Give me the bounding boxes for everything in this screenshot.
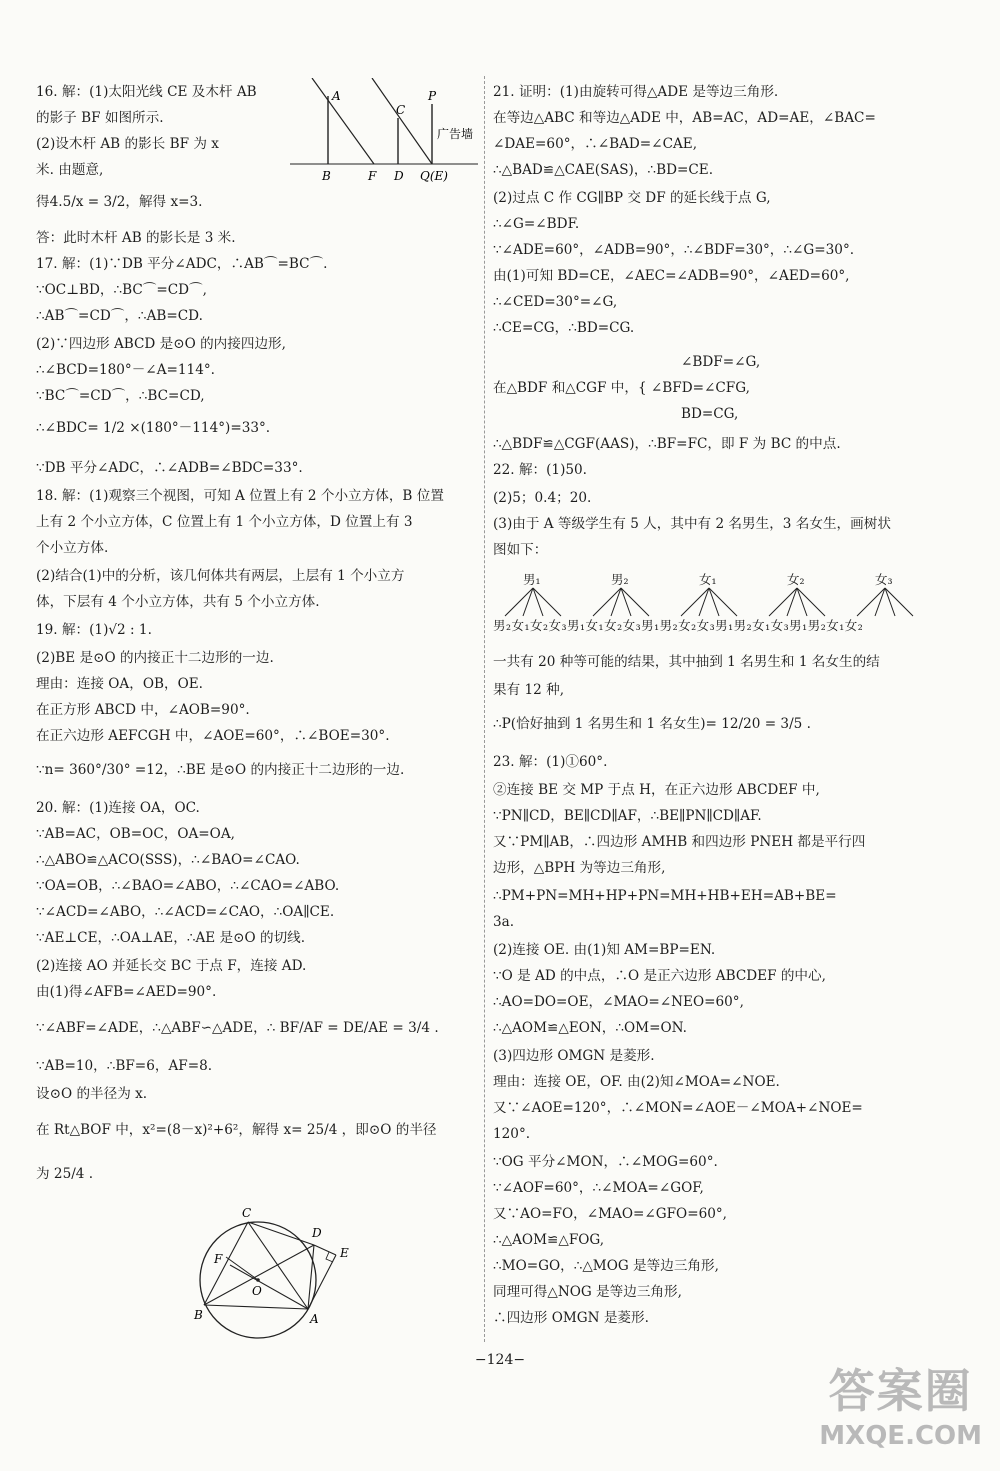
fig16-label-a: A: [332, 89, 341, 103]
right-line: ∵O 是 AD 的中点，∴O 是正六边形 ABCDEF 的中心,: [493, 968, 826, 984]
left-line: ∵AE⊥CE，∴OA⊥AE，∴AE 是⊙O 的切线.: [36, 930, 306, 946]
right-line: (3)四边形 OMGN 是菱形.: [493, 1048, 655, 1064]
left-line: 个小立方体.: [36, 540, 109, 556]
left-line: 上有 2 个小立方体，C 位置上有 1 个小立方体，D 位置上有 3: [36, 514, 413, 530]
watermark: [819, 1355, 982, 1451]
right-line: (2)过点 C 作 CG∥BP 交 DF 的延长线于点 G,: [493, 190, 771, 206]
right-line: (2)连接 OE. 由(1)知 AM=BP=EN.: [493, 942, 716, 958]
left-line: 18. 解：(1)观察三个视图，可知 A 位置上有 2 个小立方体，B 位置: [36, 488, 444, 504]
right-line: ∵PN∥CD，BE∥CD∥AF，∴BE∥PN∥CD∥AF.: [493, 808, 762, 824]
right-line: 图如下：: [493, 542, 548, 558]
right-line: 22. 解：(1)50.: [493, 462, 588, 478]
left-line: ∴∠BCD=180°－∠A=114°.: [36, 362, 215, 378]
right-line: 在等边△ABC 和等边△ADE 中，AB=AC，AD=AE，∠BAC=: [493, 110, 876, 126]
right-line: ∴MO=GO，∴△MOG 是等边三角形,: [493, 1258, 719, 1274]
fig16-wall-label: 广告墙: [437, 127, 474, 141]
left-line: 在正方形 ABCD 中，∠AOB=90°.: [36, 702, 250, 718]
fig16-label-c: C: [396, 103, 406, 117]
right-line: 又∵AO=FO，∠MAO=∠GFO=60°,: [493, 1206, 728, 1222]
right-line: 边形，△BPH 为等边三角形,: [493, 860, 666, 876]
left-line: ∵OA=OB，∴∠BAO=∠ABO，∴∠CAO=∠ABO.: [36, 878, 340, 894]
right-line: ∴∠G=∠BDF.: [493, 216, 580, 232]
left-line: ∵BC⌒=CD⌒，∴BC=CD,: [36, 388, 205, 404]
fig20-label-a: A: [310, 1312, 319, 1326]
right-line: 由(1)可知 BD=CE，∠AEC=∠ADB=90°，∠AED=60°,: [493, 268, 850, 284]
left-line: 为 25/4 .: [36, 1166, 94, 1182]
right-line: ∵∠ADE=60°，∠ADB=90°，∴∠BDF=30°，∴∠G=30°.: [493, 242, 855, 258]
fig20-label-d: D: [312, 1226, 322, 1240]
tree-root-1: 男₁: [523, 572, 541, 587]
left-line: (2)结合(1)中的分析，该几何体共有两层，上层有 1 个小立方: [36, 568, 405, 584]
left-line: ∵∠ACD=∠ABO，∴∠ACD=∠CAO，∴OA∥CE.: [36, 904, 335, 920]
right-line: ∴四边形 OMGN 是菱形.: [493, 1310, 649, 1326]
right-line: 又∵∠AOE=120°，∴∠MON=∠AOE－∠MOA+∠NOE=: [493, 1100, 863, 1116]
tree-root-4: 女₂: [787, 572, 805, 587]
left-line: 16. 解：(1)太阳光线 CE 及木杆 AB: [36, 84, 257, 100]
right-line: 在△BDF 和△CGF 中，{ ∠BFD=∠CFG,: [493, 380, 750, 396]
left-line: ∴△ABO≌△ACO(SSS)，∴∠BAO=∠CAO.: [36, 852, 300, 868]
fig20-label-c: C: [242, 1206, 252, 1220]
right-line: 23. 解：(1)①60°.: [493, 754, 608, 770]
tree-diagram: [493, 574, 933, 634]
left-line: ∴∠BDC= 1/2 ×(180°－114°)=33°.: [36, 420, 271, 436]
left-line: 米. 由题意,: [36, 162, 104, 178]
right-line: ∴△AOM≌△EON，∴OM=ON.: [493, 1020, 687, 1036]
right-line: ∴P(恰好抽到 1 名男生和 1 名女生)= 12/20 = 3/5 .: [493, 716, 811, 732]
figure-circle-diagram: [190, 1205, 360, 1345]
right-line: BD=CG,: [681, 406, 739, 422]
left-line: 在 Rt△BOF 中，x²=(8－x)²+6²，解得 x= 25/4 ，即⊙O 的半径: [36, 1122, 437, 1138]
right-line: ∴△BAD≌△CAE(SAS)，∴BD=CE.: [493, 162, 714, 178]
right-line: 又∵PM∥AB，∴四边形 AMHB 和四边形 PNEH 都是平行四: [493, 834, 866, 850]
left-line: 在正六边形 AEFCGH 中，∠AOE=60°，∴∠BOE=30°.: [36, 728, 390, 744]
right-line: 3a.: [493, 914, 515, 930]
right-line: ∵OG 平分∠MON，∴∠MOG=60°.: [493, 1154, 718, 1170]
left-line: 得4.5/x = 3/2，解得 x=3.: [36, 194, 203, 210]
left-line: 20. 解：(1)连接 OA，OC.: [36, 800, 200, 816]
fig20-label-f: F: [214, 1252, 223, 1266]
right-line: ∴△AOM≌△FOG,: [493, 1232, 605, 1248]
left-line: (2)设木杆 AB 的影长 BF 为 x: [36, 136, 219, 152]
left-line: ∵AB=AC，OB=OC，OA=OA,: [36, 826, 235, 842]
right-line: ∵∠AOF=60°，∴∠MOA=∠GOF,: [493, 1180, 704, 1196]
column-divider: [484, 76, 485, 1342]
fig20-label-e: E: [340, 1246, 349, 1260]
left-line: ∵AB=10，∴BF=6，AF=8.: [36, 1058, 213, 1074]
tree-root-5: 女₃: [875, 572, 893, 587]
fig16-label-d: D: [394, 169, 404, 183]
fig16-label-q: Q(E): [420, 169, 448, 183]
right-line: (3)由于 A 等级学生有 5 人，其中有 2 名男生，3 名女生，画树状: [493, 516, 891, 532]
right-line: 120°.: [493, 1126, 531, 1142]
right-line: 21. 证明：(1)由旋转可得△ADE 是等边三角形.: [493, 84, 779, 100]
left-line: 体，下层有 4 个小立方体，共有 5 个小立方体.: [36, 594, 320, 610]
right-line: ∴AO=DO=OE，∠MAO=∠NEO=60°,: [493, 994, 744, 1010]
left-line: 理由：连接 OA，OB，OE.: [36, 676, 203, 692]
left-line: 设⊙O 的半径为 x.: [36, 1086, 148, 1102]
fig20-label-o: O: [252, 1284, 262, 1298]
left-line: 17. 解：(1)∵DB 平分∠ADC，∴AB⌒=BC⌒.: [36, 256, 328, 272]
left-line: 的影子 BF 如图所示.: [36, 110, 164, 126]
left-line: ∴AB⌒=CD⌒，∴AB=CD.: [36, 308, 203, 324]
right-line: 一共有 20 种等可能的结果，其中抽到 1 名男生和 1 名女生的结: [493, 654, 880, 670]
page-number: −124−: [474, 1352, 526, 1368]
left-line: ∵OC⊥BD，∴BC⌒=CD⌒,: [36, 282, 207, 298]
right-line: ∠BDF=∠G,: [681, 354, 761, 370]
right-line: ∴△BDF≌△CGF(AAS)，∴BF=FC，即 F 为 BC 的中点.: [493, 436, 841, 452]
right-line: ∴PM+PN=MH+HP+PN=MH+HB+EH=AB+BE=: [493, 888, 837, 904]
right-line: ∠DAE=60°，∴∠BAD=∠CAE,: [493, 136, 698, 152]
right-line: ∴∠CED=30°=∠G,: [493, 294, 618, 310]
left-line: ∵DB 平分∠ADC，∴∠ADB=∠BDC=33°.: [36, 460, 303, 476]
tree-root-2: 男₂: [611, 572, 629, 587]
fig16-label-f: F: [368, 169, 377, 183]
right-line: ∴CE=CG，∴BD=CG.: [493, 320, 635, 336]
tree-leaves: 男₂女₁女₂女₃男₁女₁女₂女₃男₁男₂女₂女₃男₁男₂女₁女₃男₁男₂女₁女₂: [493, 618, 864, 633]
watermark-url: MXQE.COM: [819, 1421, 982, 1451]
fig16-label-b: B: [322, 169, 331, 183]
left-line: 19. 解：(1)√2 : 1.: [36, 622, 152, 638]
left-line: 由(1)得∠AFB=∠AED=90°.: [36, 984, 217, 1000]
right-line: 果有 12 种,: [493, 682, 565, 698]
figure-shadow-diagram: [290, 78, 480, 186]
right-line: (2)5；0.4；20.: [493, 490, 592, 506]
right-line: 理由：连接 OE，OF. 由(2)知∠MOA=∠NOE.: [493, 1074, 780, 1090]
tree-root-3: 女₁: [699, 572, 717, 587]
left-line: (2)∵四边形 ABCD 是⊙O 的内接四边形,: [36, 336, 286, 352]
left-line: ∵∠ABF=∠ADE，∴△ABF∽△ADE，∴ BF/AF = DE/AE = 3/4 .: [36, 1020, 439, 1036]
left-line: (2)连接 AO 并延长交 BC 于点 F，连接 AD.: [36, 958, 307, 974]
fig16-label-p: P: [428, 89, 437, 103]
watermark-logo-text: 答案圈: [828, 1364, 973, 1418]
left-line: (2)BE 是⊙O 的内接正十二边形的一边.: [36, 650, 274, 666]
left-line: ∵n= 360°/30° =12，∴BE 是⊙O 的内接正十二边形的一边.: [36, 762, 405, 778]
fig20-label-b: B: [194, 1308, 203, 1322]
right-line: 同理可得△NOG 是等边三角形,: [493, 1284, 682, 1300]
left-line: 答：此时木杆 AB 的影长是 3 米.: [36, 230, 236, 246]
right-line: ②连接 BE 交 MP 于点 H，在正六边形 ABCDEF 中,: [493, 782, 820, 798]
